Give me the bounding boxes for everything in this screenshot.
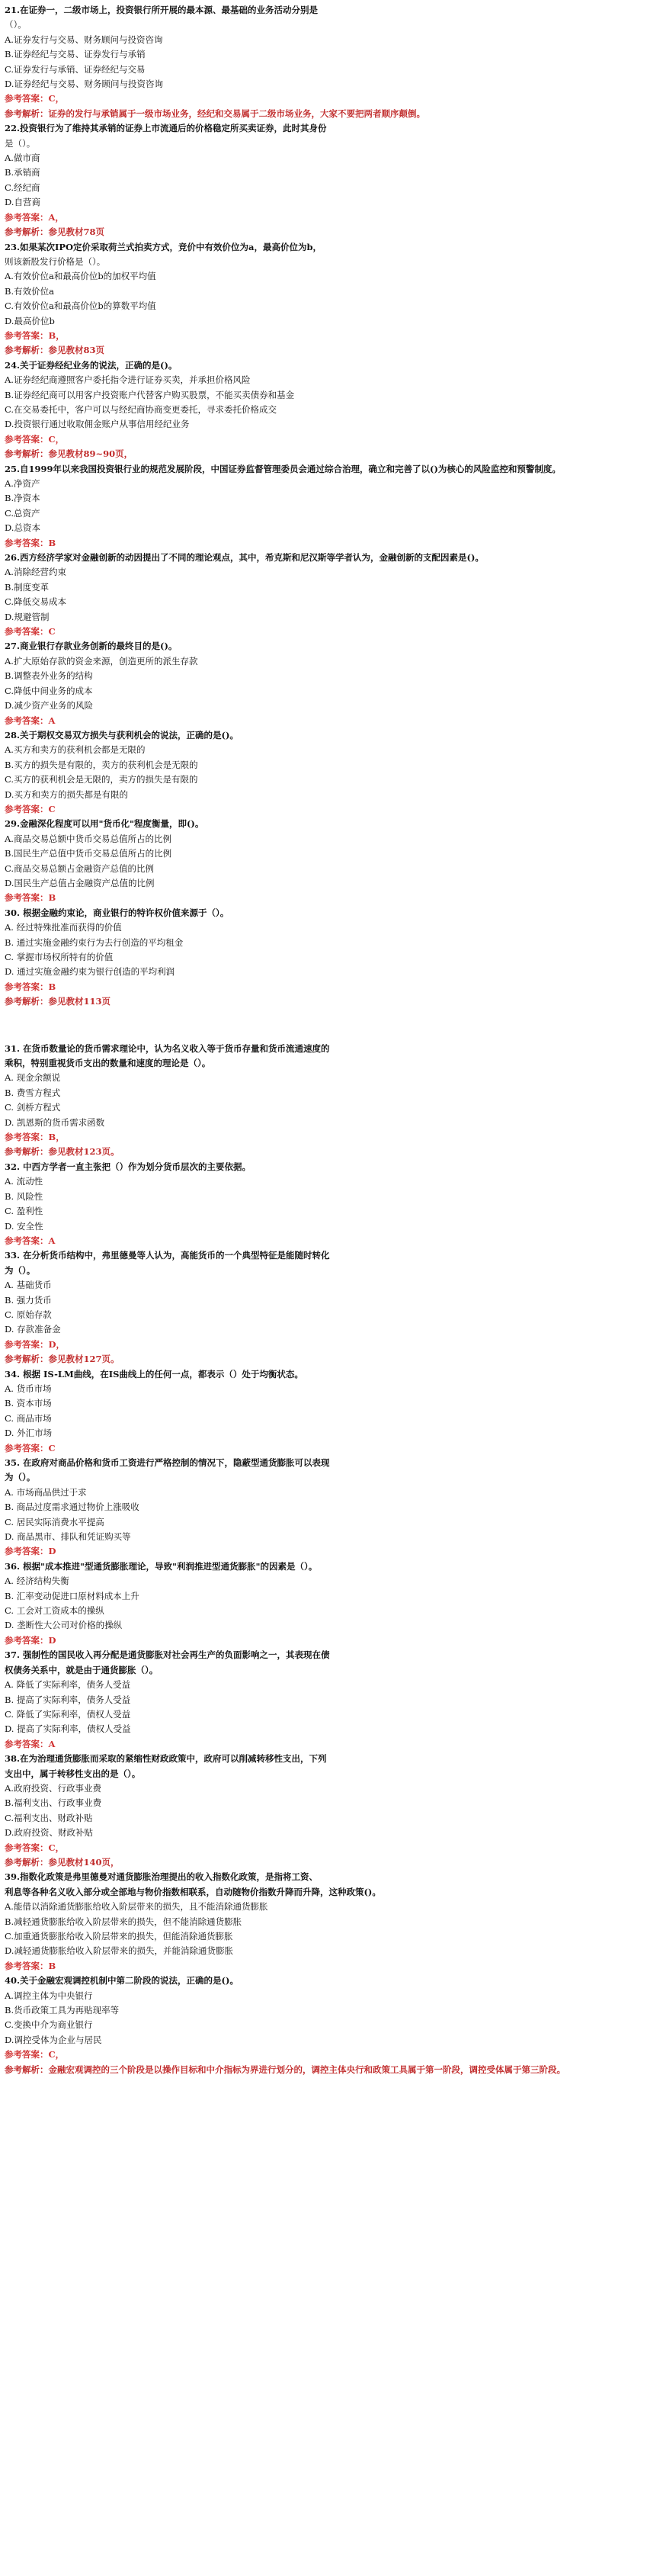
answer-line: 参考答案：B: [5, 981, 56, 992]
question-line: 39.指数化政策是弗里德曼对通货膨胀治理提出的收入指数化政策，是指将工资、: [5, 1871, 319, 1883]
spacer: [5, 1010, 642, 1042]
answer-line: 参考答案：D: [5, 1634, 56, 1646]
text-line: C.总资产: [5, 507, 40, 519]
text-line: A.买方和卖方的获利机会都是无限的: [5, 744, 146, 756]
question-line: 为（）。: [5, 1264, 36, 1276]
text-line: C.商品交易总额占金融资产总值的比例: [5, 862, 155, 874]
text-line: A. 经济结构失衡: [5, 1575, 69, 1587]
question-line: 23.如果某次IPO定价采取荷兰式拍卖方式，竞价中有效价位为a，最高价位为b，: [5, 241, 322, 252]
document-body: [5, 3, 642, 2077]
text-line: A.扩大原始存款的资金来源，创造更所的派生存款: [5, 655, 198, 666]
text-line: D.投资银行通过收取佣金账户从事信用经纪业务: [5, 419, 190, 430]
text-line: B. 风险性: [5, 1190, 43, 1202]
text-line: C.降低中间业务的成本: [5, 685, 93, 696]
question-line: 26.西方经济学家对金融创新的动因提出了不同的理论观点，其中，希克斯和尼汉斯等学者认为，金融创新的支配因素是()。: [5, 552, 484, 564]
text-line: D.减轻通货膨胀给收入阶层带来的损失，并能消除通货膨胀: [5, 1945, 233, 1957]
text-line: C. 工会对工资成本的操纵: [5, 1605, 104, 1617]
text-line: C.在交易委托中，客户可以与经纪商协商变更委托，寻求委托价格成交: [5, 403, 277, 415]
text-line: C.福利支出、财政补贴: [5, 1812, 93, 1823]
question-line: 权债务关系中，就是由于通货膨胀（）。: [5, 1664, 159, 1675]
answer-line: 参考答案：C，: [5, 2049, 65, 2060]
question-line: 29.金融深化程度可以用"货币化"程度衡量，即()。: [5, 818, 204, 830]
text-line: A. 经过特殊批准而获得的价值: [5, 922, 122, 933]
text-line: D.证券经纪与交易、财务顾问与投资咨询: [5, 79, 163, 90]
answer-line: 参考答案：C: [5, 1442, 56, 1453]
text-line: D. 存款准备金: [5, 1324, 61, 1335]
text-line: D. 垄断性大公司对价格的操纵: [5, 1620, 123, 1631]
text-line: B. 汇率变动促进口原材料成本上升: [5, 1590, 139, 1601]
question-line: 支出中，属于转移性支出的是（）。: [5, 1768, 141, 1779]
text-line: A.净资产: [5, 478, 40, 489]
question-line: 33. 在分析货币结构中，弗里德曼等人认为，高能货币的一个典型特征是能随时转化: [5, 1250, 330, 1261]
text-line: C.降低交易成本: [5, 596, 67, 608]
text-line: C. 商品市场: [5, 1412, 52, 1424]
text-line: A.调控主体为中央银行: [5, 1990, 93, 2001]
text-line: 是（）。: [5, 137, 36, 149]
answer-line: 参考答案：A: [5, 715, 56, 726]
text-line: B.国民生产总值中货币交易总值所占的比例: [5, 848, 172, 859]
text-line: A. 降低了实际利率，债务人受益: [5, 1679, 131, 1691]
text-line: B. 商品过度需求通过物价上涨吸收: [5, 1502, 139, 1513]
answer-line: 参考答案：A: [5, 1738, 56, 1749]
text-line: B.福利支出、行政事业费: [5, 1797, 102, 1809]
text-line: B.减轻通货膨胀给收入阶层带来的损失，但不能消除通货膨胀: [5, 1916, 242, 1927]
question-line: 31. 在货币数量论的货币需求理论中，认为名义收入等于货币存量和货币流通速度的: [5, 1042, 330, 1054]
question-line: 利息等各种名义收入部分或全部地与物价指数相联系，自动随物价指数升降而升降，这种政策()。: [5, 1886, 381, 1897]
question-line: 25.自1999年以来我国投资银行业的规范发展阶段，中国证券监督管理委员会通过综合治理，确立和完善了以()为核心的风险监控和预警制度。: [5, 463, 561, 474]
text-line: B. 通过实施金融约束行为去行创造的平均租金: [5, 936, 184, 948]
text-line: C. 剑桥方程式: [5, 1102, 61, 1113]
text-line: A.消除经营约束: [5, 567, 66, 578]
text-line: D.最高价位b: [5, 315, 55, 326]
question-line: 37. 强制性的国民收入再分配是通货膨胀对社会再生产的负面影响之一，其表现在债: [5, 1649, 330, 1661]
answer-line: 参考答案：D，: [5, 1338, 65, 1350]
answer-line: 参考答案：B: [5, 892, 56, 904]
text-line: D. 凯恩斯的货币需求函数: [5, 1116, 105, 1128]
question-line: 28.关于期权交易双方损失与获利机会的说法，正确的是()。: [5, 729, 239, 740]
text-line: B.证券经纪与交易、证券发行与承销: [5, 49, 146, 60]
text-line: B.承销商: [5, 167, 40, 178]
text-line: A. 现金余额说: [5, 1072, 61, 1084]
answer-line: 参考答案：C，: [5, 93, 65, 104]
text-line: C. 降低了实际利率，债权人受益: [5, 1708, 131, 1720]
text-line: A. 货币市场: [5, 1383, 52, 1394]
text-line: A.做市商: [5, 153, 40, 164]
text-line: D.买方和卖方的损失都是有限的: [5, 789, 128, 800]
answer-line: 参考答案：C: [5, 626, 56, 638]
explanation-line: 参考解析：参见教材78页: [5, 226, 105, 238]
answer-line: 参考答案：B，: [5, 1132, 65, 1143]
explanation-line: 参考解析：证券的发行与承销属于一级市场业务，经纪和交易属于二级市场业务，大家不要把两者顺序颠倒。: [5, 108, 425, 119]
text-line: B. 强力货币: [5, 1294, 52, 1306]
question-line: 40.关于金融宏观调控机制中第二阶段的说法，正确的是()。: [5, 1975, 239, 1987]
text-line: （）。: [5, 19, 27, 31]
text-line: C. 盈利性: [5, 1206, 43, 1217]
text-line: D.减少资产业务的风险: [5, 700, 93, 711]
text-line: A.有效价位a和最高价位b的加权平均值: [5, 271, 156, 282]
text-line: A.证券发行与交易、财务顾问与投资咨询: [5, 34, 163, 45]
text-line: A.证券经纪商遵照客户委托指令进行证券买卖，并承担价格风险: [5, 374, 251, 386]
text-line: B.有效价位a: [5, 285, 54, 297]
text-line: C.变换中介为商业银行: [5, 2019, 93, 2031]
text-line: C. 居民实际消费水平提高: [5, 1516, 104, 1527]
text-line: D.总资本: [5, 522, 40, 534]
text-line: B. 提高了实际利率，债务人受益: [5, 1694, 131, 1705]
text-line: D. 安全性: [5, 1220, 43, 1232]
text-line: C.有效价位a和最高价位b的算数平均值: [5, 300, 156, 312]
explanation-line: 参考解析：参见教材127页。: [5, 1354, 120, 1365]
question-line: 34. 根据 IS-LM曲线，在IS曲线上的任何一点，都表示（）处于均衡状态。: [5, 1368, 303, 1380]
answer-line: 参考答案：C: [5, 803, 56, 814]
text-line: A. 流动性: [5, 1176, 43, 1187]
text-line: D. 提高了实际利率，债权人受益: [5, 1723, 131, 1735]
explanation-line: 参考解析：参见教材89~90页，: [5, 448, 133, 460]
text-line: B. 费雪方程式: [5, 1087, 61, 1098]
explanation-line: 参考解析：参见教材113页: [5, 996, 111, 1007]
text-line: B.制度变革: [5, 581, 50, 593]
text-line: B.调整表外业务的结构: [5, 670, 93, 682]
question-line: 30. 根据金融约束论，商业银行的特许权价值来源于（）。: [5, 907, 229, 918]
answer-line: 参考答案：A，: [5, 211, 64, 223]
text-line: D.政府投资、财政补贴: [5, 1827, 93, 1839]
question-line: 27.商业银行存款业务创新的最终目的是()。: [5, 641, 178, 652]
text-line: A.商品交易总额中货币交易总值所占的比例: [5, 833, 171, 844]
text-line: A.政府投资、行政事业费: [5, 1782, 101, 1794]
text-line: C.加重通货膨胀给收入阶层带来的损失，但能消除通货膨胀: [5, 1931, 233, 1942]
text-line: D. 外汇市场: [5, 1428, 53, 1439]
explanation-line: 参考解析：参见教材83页: [5, 345, 105, 356]
answer-line: 参考答案：C，: [5, 1842, 65, 1853]
text-line: A. 基础货币: [5, 1280, 52, 1291]
explanation-line: 参考解析：参见教材123页。: [5, 1146, 120, 1158]
text-line: C. 掌握市场权所特有的价值: [5, 952, 114, 962]
text-line: B.买方的损失是有限的，卖方的获利机会是无限的: [5, 759, 198, 770]
text-line: C.买方的获利机会是无限的，卖方的损失是有限的: [5, 774, 198, 785]
explanation-line: 参考解析：金融宏观调控的三个阶段是以操作目标和中介指标为界进行划分的，调控主体央行和政策工具属于第一阶段，调控受体属于第三阶段。: [5, 2064, 565, 2075]
text-line: D. 通过实施金融约束为银行创造的平均利润: [5, 966, 175, 978]
question-line: 36. 根据"成本推进"型通货膨胀理论，导致"利润推进型通货膨胀"的因素是（）。: [5, 1560, 318, 1572]
question-line: 为（）。: [5, 1472, 36, 1483]
text-line: B. 资本市场: [5, 1398, 52, 1409]
text-line: C.证券发行与承销、证券经纪与交易: [5, 63, 146, 75]
text-line: D.规避管制: [5, 611, 50, 622]
answer-line: 参考答案：D: [5, 1546, 56, 1557]
text-line: D.国民生产总值占金融资产总值的比例: [5, 877, 155, 888]
text-line: 则该新股发行价格是（）。: [5, 255, 106, 267]
text-line: A. 市场商品供过于求: [5, 1486, 87, 1498]
text-line: B.证券经纪商可以用客户投资账户代替客户购买股票，不能买卖债券和基金: [5, 389, 295, 400]
text-line: B.净资本: [5, 493, 40, 504]
question-line: 21.在证券一，二级市场上，投资银行所开展的最本源、最基础的业务活动分别是: [5, 5, 319, 15]
text-line: C.经纪商: [5, 181, 40, 193]
answer-line: 参考答案：A: [5, 1235, 56, 1246]
answer-line: 参考答案：B，: [5, 329, 65, 341]
question-line: 24.关于证券经纪业务的说法，正确的是()。: [5, 359, 178, 371]
question-line: 乘积，特别重视货币支出的数量和速度的理论是（）。: [5, 1058, 211, 1069]
answer-line: 参考答案：B: [5, 1960, 56, 1971]
explanation-line: 参考解析：参见教材140页，: [5, 1856, 120, 1868]
text-line: D. 商品黑市、排队和凭证购买等: [5, 1531, 131, 1543]
question-line: 35. 在政府对商品价格和货币工资进行严格控制的情况下，隐蔽型通货膨胀可以表现: [5, 1457, 330, 1468]
text-line: C. 原始存款: [5, 1309, 52, 1320]
question-line: 22.投资银行为了维持其承销的证券上市流通后的价格稳定所买卖证券，此时其身份: [5, 123, 327, 134]
answer-line: 参考答案：B: [5, 537, 56, 548]
question-line: 32. 中西方学者一直主张把（）作为划分货币层次的主要依据。: [5, 1161, 251, 1172]
text-line: B.货币政策工具为再贴现率等: [5, 2005, 120, 2016]
answer-line: 参考答案：C，: [5, 433, 65, 445]
text-line: A.能借以消除通货膨胀给收入阶层带来的损失，且不能消除通货膨胀: [5, 1901, 268, 1913]
text-line: D.自营商: [5, 197, 40, 208]
text-line: D.调控受体为企业与居民: [5, 2034, 102, 2045]
question-line: 38.在为治理通货膨胀而采取的紧缩性财政政策中，政府可以削减转移性支出，下列: [5, 1753, 327, 1765]
